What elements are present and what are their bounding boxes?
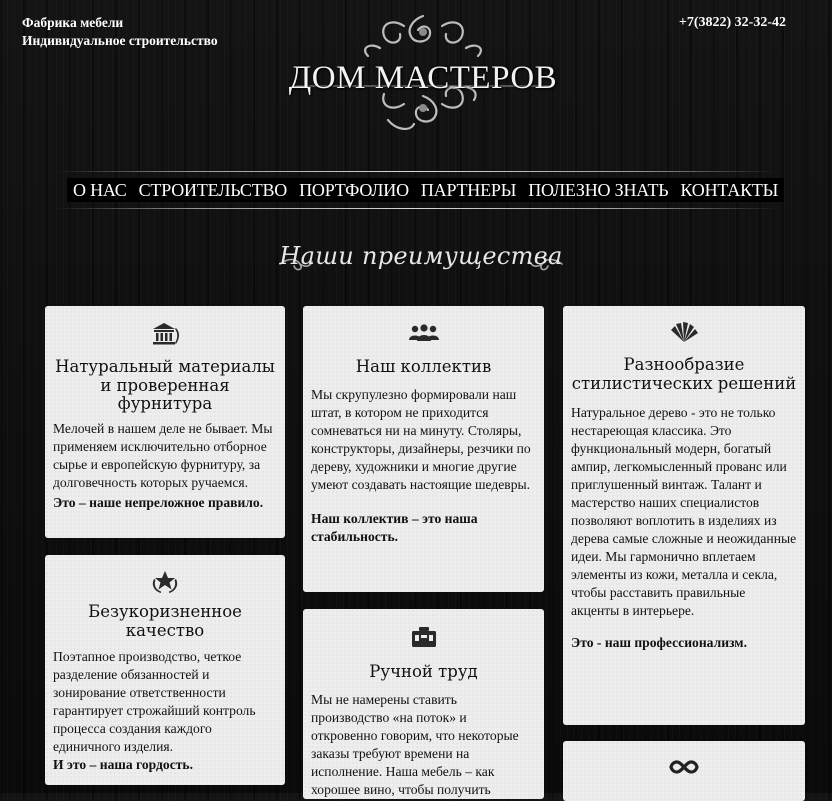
- nav-item-portfolio[interactable]: ПОРТФОЛИО: [299, 179, 409, 200]
- nav-item-construction[interactable]: СТРОИТЕЛЬСТВО: [138, 179, 288, 200]
- toolbox-icon: [303, 627, 544, 649]
- infinity-icon: [563, 759, 805, 775]
- section-heading: [276, 240, 566, 280]
- phone-number[interactable]: +7(3822) 32-32-42: [678, 15, 786, 30]
- card-team: [303, 306, 544, 592]
- card-styles: [563, 306, 805, 725]
- nav-item-about[interactable]: О НАС: [73, 179, 127, 200]
- card-title: Безукоризненное качество: [88, 602, 242, 640]
- card-title: Ручной труд: [369, 662, 478, 681]
- section-title: Наши преимущества: [279, 242, 563, 270]
- nav-item-partners[interactable]: ПАРТНЕРЫ: [420, 179, 517, 200]
- card-tagline: И это – наша гордость.: [53, 757, 194, 772]
- logo[interactable]: [284, 8, 562, 136]
- header-taglines: [22, 14, 218, 50]
- card-tagline: Наш коллектив – это наша стабильность.: [311, 510, 478, 544]
- tagline-furniture: Фабрика мебели: [22, 15, 124, 30]
- nav-item-useful[interactable]: ПОЛЕЗНО ЗНАТЬ: [528, 179, 669, 200]
- card-materials: [45, 306, 285, 538]
- logo-text: ДОМ МАСТЕРОВ: [288, 60, 558, 96]
- card-text: Натуральное дерево - это не только нестареющая классика. Это функциональный модерн, богатый ампир, легкомысленный прованс или приглушенный винтаж. Талант и мастерство наших специалистов позволяют воплотить в изделиях из дерева самые сложные и неожиданные идеи. Мы гармонично вплетаем элементы из кожи, металла и секла, чтобы расставить правильные акценты в интерьере.: [571, 405, 797, 618]
- card-text: Мы не намерены ставить производство «на поток» и откровенно говорим, что некоторые заказы требуют времени на исполнение. Наша мебель – как хорошее вино, чтобы получить: [311, 691, 519, 797]
- fan-palette-icon: [563, 322, 805, 344]
- tagline-construction: Индивидуальное строительство: [22, 33, 218, 48]
- card-tagline: Это - наш профессионализм.: [571, 635, 747, 650]
- nav-item-contacts[interactable]: КОНТАКТЫ: [680, 179, 779, 200]
- nav-bottom-divider: [55, 208, 777, 209]
- card-handmade: [303, 609, 544, 799]
- nav-top-divider: [55, 171, 777, 172]
- card-title: Натуральный материалы и проверенная фурнитура: [55, 357, 275, 413]
- card-durability: [563, 741, 805, 801]
- card-quality: [45, 555, 285, 785]
- columns-laurel-icon: [45, 322, 285, 346]
- card-text: Мы скрупулезно формировали наш штат, в котором не приходится сомневаться ни на минуту. Столяры, конструкторы, дизайнеры, резчики по дереву, художники и многие другие умеют создавать настоящие шедевры.: [311, 386, 531, 492]
- card-title: Разнообразие стилистических решений: [571, 355, 797, 393]
- card-text: Поэтапное производство, четкое разделение обязанностей и зонирование ответственности гарантирует строжайший контроль процесса создания каждого единичного изделия.: [53, 649, 256, 754]
- card-title: Наш коллектив: [355, 357, 492, 376]
- main-nav: [55, 168, 777, 210]
- nav-bar: [67, 178, 784, 202]
- card-tagline: Это – наше непреложное правило.: [53, 494, 264, 510]
- card-text: Мелочей в нашем деле не бывает. Мы применяем исключительно отборное сырье и европейскую фурнитуру, за долговечность которых ручаемся.: [53, 420, 273, 490]
- team-icon: [303, 324, 544, 342]
- star-laurel-icon: [45, 569, 285, 595]
